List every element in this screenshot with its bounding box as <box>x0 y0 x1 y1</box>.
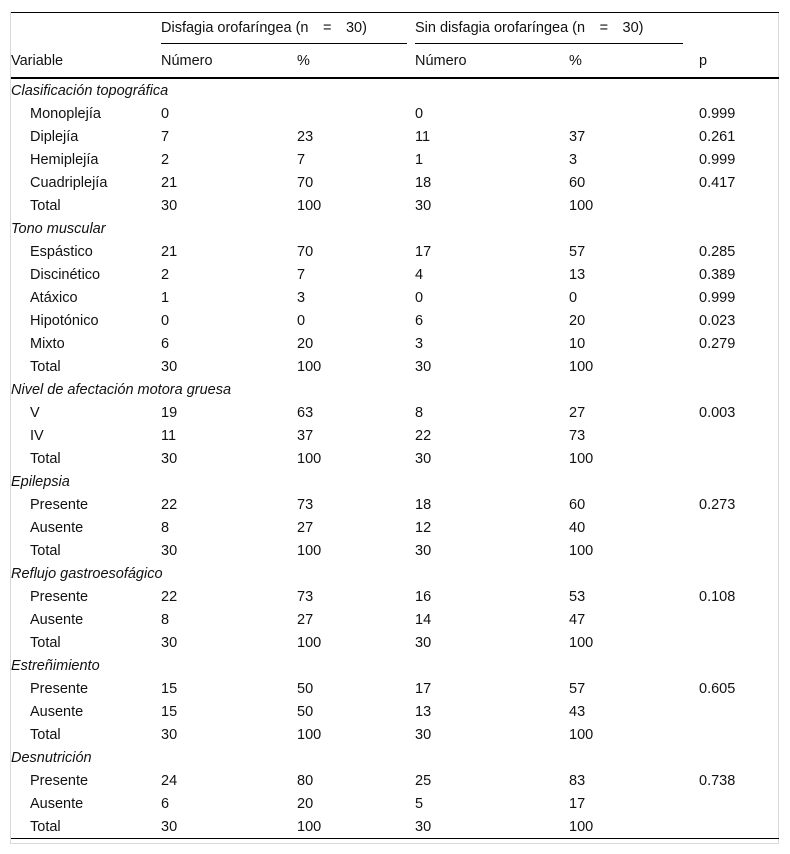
pct-dysphagia: 23 <box>297 128 314 145</box>
table-row <box>11 194 779 217</box>
row-label: Ausente <box>30 611 84 628</box>
numero-dysphagia: 0 <box>161 105 170 122</box>
row-label: Ausente <box>30 795 84 812</box>
numero-dysphagia: 30 <box>161 634 178 651</box>
table-row <box>11 332 779 355</box>
row-label: Hemiplejía <box>30 151 99 168</box>
data-table <box>11 12 779 839</box>
table-row <box>11 815 779 839</box>
row-label: Monoplejía <box>30 105 101 122</box>
row-label: Presente <box>30 496 89 513</box>
row-label: Total <box>30 358 61 375</box>
table-row <box>11 677 779 700</box>
numero-no-dysphagia: 17 <box>415 243 432 260</box>
numero-no-dysphagia: 13 <box>415 703 432 720</box>
pct-dysphagia: 80 <box>297 772 314 789</box>
row-label: V <box>30 404 40 421</box>
numero-dysphagia: 19 <box>161 404 178 421</box>
table-row <box>11 309 779 332</box>
pct-dysphagia: 7 <box>297 151 306 168</box>
pct-no-dysphagia <box>569 102 699 125</box>
section-title: Nivel de afectación motora gruesa <box>11 381 232 398</box>
numero-no-dysphagia: 30 <box>415 358 432 375</box>
table-row <box>11 263 779 286</box>
section-header-row <box>11 470 779 493</box>
pct-dysphagia: 100 <box>297 634 322 651</box>
p-value: 0.273 <box>699 496 736 513</box>
pct-no-dysphagia: 100 <box>569 634 594 651</box>
p-value <box>699 194 779 217</box>
row-label: Hipotónico <box>30 312 99 329</box>
numero-no-dysphagia: 18 <box>415 174 432 191</box>
group-header-no-dysphagia: Sin disfagia orofaríngea (n = 30) <box>415 13 699 46</box>
table-row <box>11 102 779 125</box>
numero-no-dysphagia: 11 <box>415 128 431 145</box>
row-label: Ausente <box>30 519 84 536</box>
table-row <box>11 769 779 792</box>
pct-no-dysphagia: 57 <box>569 243 586 260</box>
row-label: Ausente <box>30 703 84 720</box>
column-header-variable: Variable <box>11 45 161 78</box>
pct-no-dysphagia: 100 <box>569 815 699 839</box>
row-label: Mixto <box>30 335 65 352</box>
p-value: 0.285 <box>699 243 736 260</box>
numero-dysphagia: 24 <box>161 772 178 789</box>
numero-no-dysphagia: 5 <box>415 795 424 812</box>
numero-dysphagia: 15 <box>161 680 178 697</box>
row-label: Presente <box>30 680 89 697</box>
pct-no-dysphagia: 27 <box>569 404 586 421</box>
pct-no-dysphagia: 100 <box>569 358 594 375</box>
pct-dysphagia: 100 <box>297 815 415 839</box>
section-title: Estreñimiento <box>11 657 100 674</box>
pct-no-dysphagia: 40 <box>569 519 586 536</box>
pct-no-dysphagia: 73 <box>569 427 586 444</box>
table-row <box>11 171 779 194</box>
row-label: Total <box>30 450 61 467</box>
pct-dysphagia: 0 <box>297 312 306 329</box>
numero-no-dysphagia: 6 <box>415 312 424 329</box>
numero-dysphagia: 1 <box>161 289 170 306</box>
column-header-p: p <box>699 45 779 78</box>
table-row <box>11 585 779 608</box>
pct-no-dysphagia: 60 <box>569 174 586 191</box>
pct-no-dysphagia: 100 <box>569 197 594 214</box>
p-value: 0.279 <box>699 335 736 352</box>
pct-dysphagia: 70 <box>297 243 314 260</box>
section-header-row <box>11 217 779 240</box>
p-value <box>699 792 779 815</box>
p-value: 0.023 <box>699 312 736 329</box>
pct-no-dysphagia: 100 <box>569 450 594 467</box>
pct-dysphagia: 100 <box>297 197 322 214</box>
numero-dysphagia: 30 <box>161 726 178 743</box>
section-title: Tono muscular <box>11 220 106 237</box>
column-header-pct-1: % <box>297 45 415 78</box>
pct-no-dysphagia: 0 <box>569 289 578 306</box>
p-value <box>699 516 779 539</box>
pct-no-dysphagia: 100 <box>569 542 594 559</box>
table-row <box>11 424 779 447</box>
pct-no-dysphagia: 57 <box>569 680 586 697</box>
p-value: 0.417 <box>699 174 736 191</box>
pct-no-dysphagia: 37 <box>569 128 586 145</box>
p-value: 0.738 <box>699 772 736 789</box>
table-row <box>11 286 779 309</box>
pct-no-dysphagia: 3 <box>569 151 578 168</box>
row-label: Total <box>30 197 61 214</box>
numero-no-dysphagia: 4 <box>415 266 424 283</box>
pct-no-dysphagia: 60 <box>569 496 586 513</box>
pct-dysphagia: 27 <box>297 519 314 536</box>
p-value <box>699 355 779 378</box>
numero-dysphagia: 22 <box>161 588 178 605</box>
numero-dysphagia: 30 <box>161 815 297 839</box>
pct-no-dysphagia: 13 <box>569 266 586 283</box>
numero-dysphagia: 0 <box>161 312 170 329</box>
pct-dysphagia: 37 <box>297 427 314 444</box>
numero-dysphagia: 8 <box>161 611 170 628</box>
pct-dysphagia: 20 <box>297 335 314 352</box>
pct-dysphagia: 100 <box>297 542 322 559</box>
row-label: Total <box>30 542 61 559</box>
column-header-pct-2: % <box>569 45 699 78</box>
row-label: Presente <box>30 588 89 605</box>
numero-dysphagia: 30 <box>161 450 178 467</box>
pct-dysphagia: 50 <box>297 680 314 697</box>
table-row <box>11 493 779 516</box>
row-label: Discinético <box>30 266 101 283</box>
table-row <box>11 148 779 171</box>
table-row <box>11 792 779 815</box>
table-row <box>11 240 779 263</box>
p-value <box>699 631 779 654</box>
p-value: 0.389 <box>699 266 736 283</box>
numero-no-dysphagia: 30 <box>415 726 432 743</box>
numero-no-dysphagia: 30 <box>415 815 569 839</box>
pct-dysphagia: 50 <box>297 703 314 720</box>
numero-no-dysphagia: 8 <box>415 404 424 421</box>
numero-no-dysphagia: 0 <box>415 289 424 306</box>
p-value: 0.999 <box>699 105 736 122</box>
row-label: Cuadriplejía <box>30 174 108 191</box>
section-title: Clasificación topográfica <box>11 82 169 99</box>
section-header-row <box>11 654 779 677</box>
table-row <box>11 516 779 539</box>
pct-dysphagia: 73 <box>297 496 314 513</box>
numero-dysphagia: 22 <box>161 496 178 513</box>
p-value <box>699 815 779 839</box>
p-value <box>699 608 779 631</box>
numero-dysphagia: 30 <box>161 358 178 375</box>
numero-no-dysphagia: 3 <box>415 335 424 352</box>
table-row <box>11 401 779 424</box>
table-header <box>11 13 779 79</box>
section-header-row <box>11 562 779 585</box>
numero-no-dysphagia: 1 <box>415 151 424 168</box>
numero-dysphagia: 6 <box>161 335 170 352</box>
table-body <box>11 78 779 839</box>
row-label: Diplejía <box>30 128 79 145</box>
pct-no-dysphagia: 10 <box>569 335 586 352</box>
numero-dysphagia: 21 <box>161 243 178 260</box>
table-row <box>11 700 779 723</box>
numero-no-dysphagia: 22 <box>415 427 432 444</box>
numero-dysphagia: 11 <box>161 427 177 444</box>
column-header-numero-2: Número <box>415 45 569 78</box>
header-row-columns <box>11 45 779 78</box>
pct-no-dysphagia: 100 <box>569 726 594 743</box>
p-value: 0.605 <box>699 680 736 697</box>
numero-dysphagia: 30 <box>161 197 178 214</box>
section-header-row <box>11 378 779 401</box>
p-value: 0.999 <box>699 289 736 306</box>
row-label: Total <box>11 815 161 839</box>
section-title: Desnutrición <box>11 749 92 766</box>
numero-no-dysphagia: 16 <box>415 588 432 605</box>
numero-no-dysphagia: 14 <box>415 611 432 628</box>
p-value: 0.003 <box>699 404 736 421</box>
pct-dysphagia: 20 <box>297 795 314 812</box>
numero-dysphagia: 8 <box>161 519 170 536</box>
section-header-row <box>11 746 779 769</box>
row-label: Atáxico <box>30 289 78 306</box>
numero-no-dysphagia: 30 <box>415 634 432 651</box>
table-row <box>11 608 779 631</box>
numero-no-dysphagia: 30 <box>415 542 432 559</box>
numero-dysphagia: 30 <box>161 542 178 559</box>
row-label: IV <box>30 427 44 444</box>
p-value <box>699 424 779 447</box>
pct-no-dysphagia: 20 <box>569 312 586 329</box>
table-row <box>11 723 779 746</box>
numero-no-dysphagia: 30 <box>415 450 432 467</box>
table-row <box>11 447 779 470</box>
p-value <box>699 447 779 470</box>
pct-no-dysphagia: 17 <box>569 795 586 812</box>
pct-no-dysphagia: 83 <box>569 772 586 789</box>
p-value: 0.108 <box>699 588 736 605</box>
numero-no-dysphagia: 0 <box>415 105 424 122</box>
p-value: 0.999 <box>699 151 736 168</box>
pct-dysphagia: 63 <box>297 404 314 421</box>
row-label: Espástico <box>30 243 93 260</box>
table-container <box>11 12 779 839</box>
column-header-numero-1: Número <box>161 45 297 78</box>
numero-dysphagia: 21 <box>161 174 178 191</box>
numero-no-dysphagia: 30 <box>415 197 432 214</box>
row-label: Presente <box>30 772 89 789</box>
pct-dysphagia: 70 <box>297 174 314 191</box>
pct-dysphagia <box>297 102 415 125</box>
pct-no-dysphagia: 43 <box>569 703 586 720</box>
header-row-groups <box>11 13 779 46</box>
numero-no-dysphagia: 25 <box>415 772 432 789</box>
pct-no-dysphagia: 53 <box>569 588 586 605</box>
pct-dysphagia: 7 <box>297 266 306 283</box>
numero-no-dysphagia: 12 <box>415 519 432 536</box>
p-value: 0.261 <box>699 128 736 145</box>
row-label: Total <box>30 634 61 651</box>
pct-dysphagia: 100 <box>297 358 322 375</box>
section-title: Epilepsia <box>11 473 70 490</box>
section-header-row <box>11 78 779 102</box>
table-row <box>11 631 779 654</box>
row-label: Total <box>30 726 61 743</box>
pct-dysphagia: 100 <box>297 450 322 467</box>
table-row <box>11 125 779 148</box>
p-value <box>699 723 779 746</box>
numero-dysphagia: 2 <box>161 266 170 283</box>
pct-no-dysphagia: 47 <box>569 611 586 628</box>
numero-no-dysphagia: 17 <box>415 680 432 697</box>
section-title: Reflujo gastroesofágico <box>11 565 163 582</box>
numero-dysphagia: 7 <box>161 128 170 145</box>
numero-dysphagia: 2 <box>161 151 170 168</box>
table-row <box>11 355 779 378</box>
pct-dysphagia: 3 <box>297 289 306 306</box>
pct-dysphagia: 100 <box>297 726 322 743</box>
p-value <box>699 539 779 562</box>
pct-dysphagia: 73 <box>297 588 314 605</box>
numero-dysphagia: 15 <box>161 703 178 720</box>
numero-dysphagia: 6 <box>161 795 170 812</box>
group-header-dysphagia: Disfagia orofaríngea (n = 30) <box>161 13 415 46</box>
numero-no-dysphagia: 18 <box>415 496 432 513</box>
table-row <box>11 539 779 562</box>
p-value <box>699 700 779 723</box>
pct-dysphagia: 27 <box>297 611 314 628</box>
